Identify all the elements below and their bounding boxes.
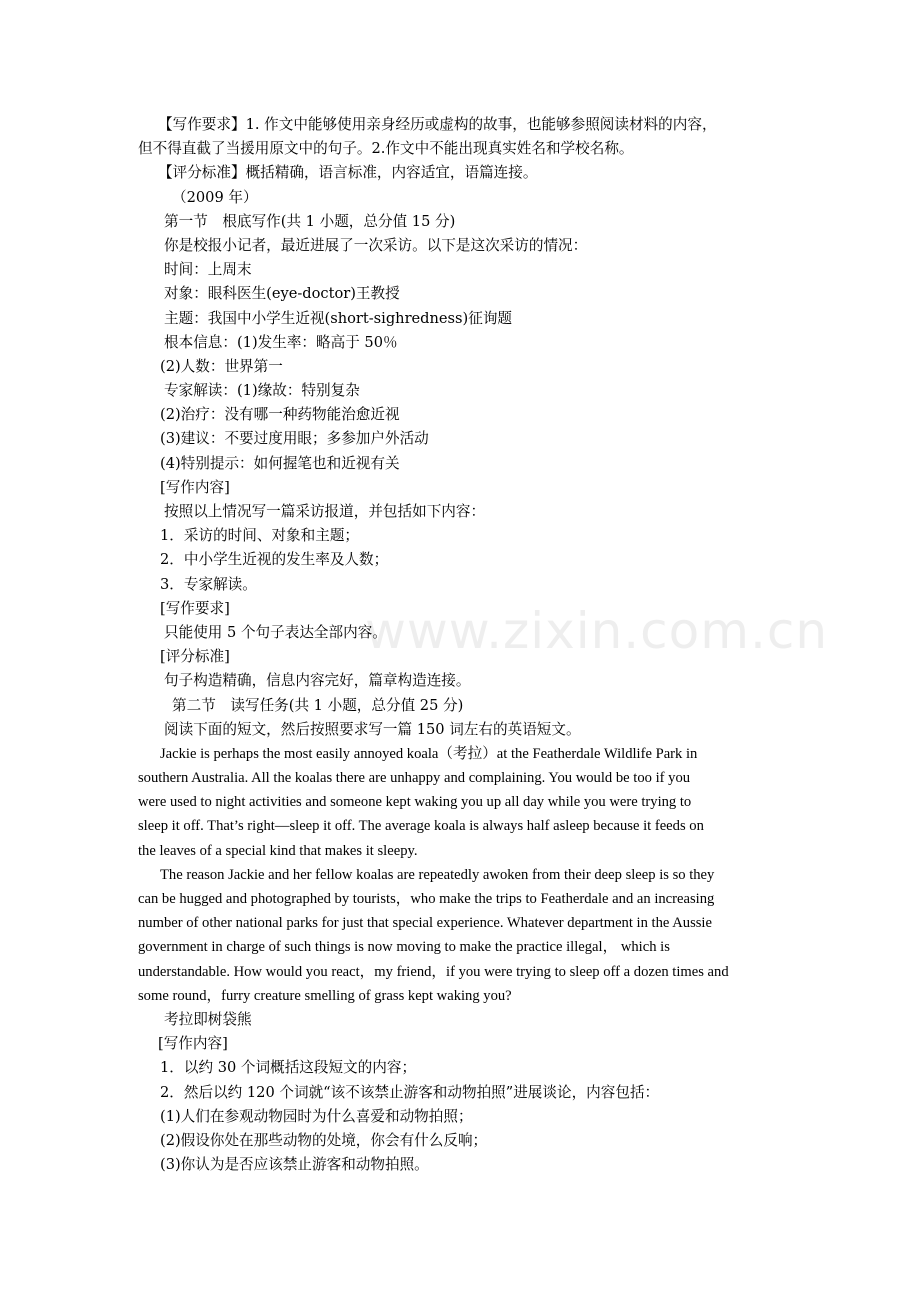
text-line: 根本信息：(1)发生率：略高于 50％ (164, 333, 398, 351)
text-line: (4)特别提示：如何握笔也和近视有关 (160, 454, 400, 472)
text-line: 阅读下面的短文，然后按照要求写一篇 150 词左右的英语短文。 (164, 720, 581, 738)
passage-line: Jackie is perhaps the most easily annoyed koala（考拉）at the Featherdale Wildlife Park in (160, 745, 698, 762)
text-line: [写作要求] (160, 599, 230, 617)
text-line: [写作内容] (158, 1035, 228, 1053)
passage-line: understandable. How would you react，my friend，if you were trying to sleep off a dozen times and (138, 963, 729, 980)
text-line: (2)治疗：没有哪一种药物能治愈近视 (160, 406, 400, 424)
text-line: (2)人数：世界第一 (160, 357, 283, 375)
text-line: 1．以约 30 个词概括这段短文的内容； (160, 1059, 417, 1077)
text-line: (1)人们在参观动物园时为什么喜爱和动物拍照； (160, 1107, 473, 1125)
footnote-line: 考拉即树袋熊 (164, 1010, 252, 1028)
text-line: (3)你认为是否应该禁止游客和动物拍照。 (160, 1156, 429, 1174)
text-line: 句子构造精确，信息内容完好，篇章构造连接。 (164, 672, 471, 690)
text-line: 主题：我国中小学生近视(short-sighredness)征询题 (164, 309, 513, 327)
passage-line: were used to night activities and someone kept waking you up all day while you were trying to (138, 794, 692, 811)
text-line: 1．采访的时间、对象和主题； (160, 527, 360, 545)
passage-line: government in charge of such things is now moving to make the practice illegal， which is (138, 939, 670, 956)
english-passage-paragraph-1 (138, 742, 783, 863)
text-line: （2009 年） (172, 188, 258, 206)
text-line: 按照以上情况写一篇采访报道，并包括如下内容： (164, 503, 486, 520)
passage-line: number of other national parks for just that special experience. Whatever department in the Aussie (138, 915, 712, 932)
passage-line: sleep it off. That’s right—sleep it off. The average koala is always half asleep because it feeds on (138, 818, 704, 835)
text-line: [写作内容] (160, 478, 230, 496)
english-passage-paragraph-2 (138, 863, 783, 1008)
text-line: 对象：眼科医生(eye-doctor)王教授 (164, 285, 400, 303)
passage-line: southern Australia. All the koalas there are unhappy and complaining. You would be too if you (138, 770, 691, 787)
passage-line: The reason Jackie and her fellow koalas are repeatedly awoken from their deep sleep is so they (160, 866, 715, 883)
text-line: 你是校报小记者，最近进展了一次采访。以下是这次采访的情况： (164, 236, 588, 254)
section-heading: 第一节 根底写作(共 1 小题，总分值 15 分) (164, 212, 456, 230)
passage-line: can be hugged and photographed by tourists，who make the trips to Featherdale and an increasing (138, 891, 715, 907)
text-line: 只能使用 5 个句子表达全部内容。 (164, 623, 387, 641)
section-heading: 第二节 读写任务(共 1 小题，总分值 25 分) (172, 696, 464, 714)
text-line: 2．然后以约 120 个词就“该不该禁止游客和动物拍照”进展谈论，内容包括： (160, 1083, 660, 1101)
watermark: www.zixin.com.cn (365, 602, 829, 660)
text-line: 专家解读：(1)缘故：特别复杂 (164, 382, 360, 400)
passage-line: some round，furry creature smelling of grass kept waking you? (138, 987, 512, 1004)
passage-line: the leaves of a special kind that makes it sleepy. (138, 842, 418, 859)
text-line: 3．专家解读。 (160, 575, 257, 593)
document-body (138, 113, 783, 1177)
text-line: (2)假设你处在那些动物的处境，你会有什么反响； (160, 1131, 488, 1149)
text-line: [评分标准] (160, 648, 230, 666)
text-line: 2．中小学生近视的发生率及人数； (160, 551, 389, 569)
text-line: 时间：上周末 (164, 261, 252, 279)
text-line: (3)建议：不要过度用眼；多参加户外活动 (160, 430, 429, 448)
text-line: 但不得直截了当援用原文中的句子。2.作文中不能出现真实姓名和学校名称。 (138, 140, 634, 158)
text-line: 【写作要求】1. 作文中能够使用亲身经历或虚构的故事，也能够参照阅读材料的内容， (158, 116, 717, 133)
text-line: 【评分标准】概括精确，语言标准，内容适宜，语篇连接。 (158, 164, 538, 182)
